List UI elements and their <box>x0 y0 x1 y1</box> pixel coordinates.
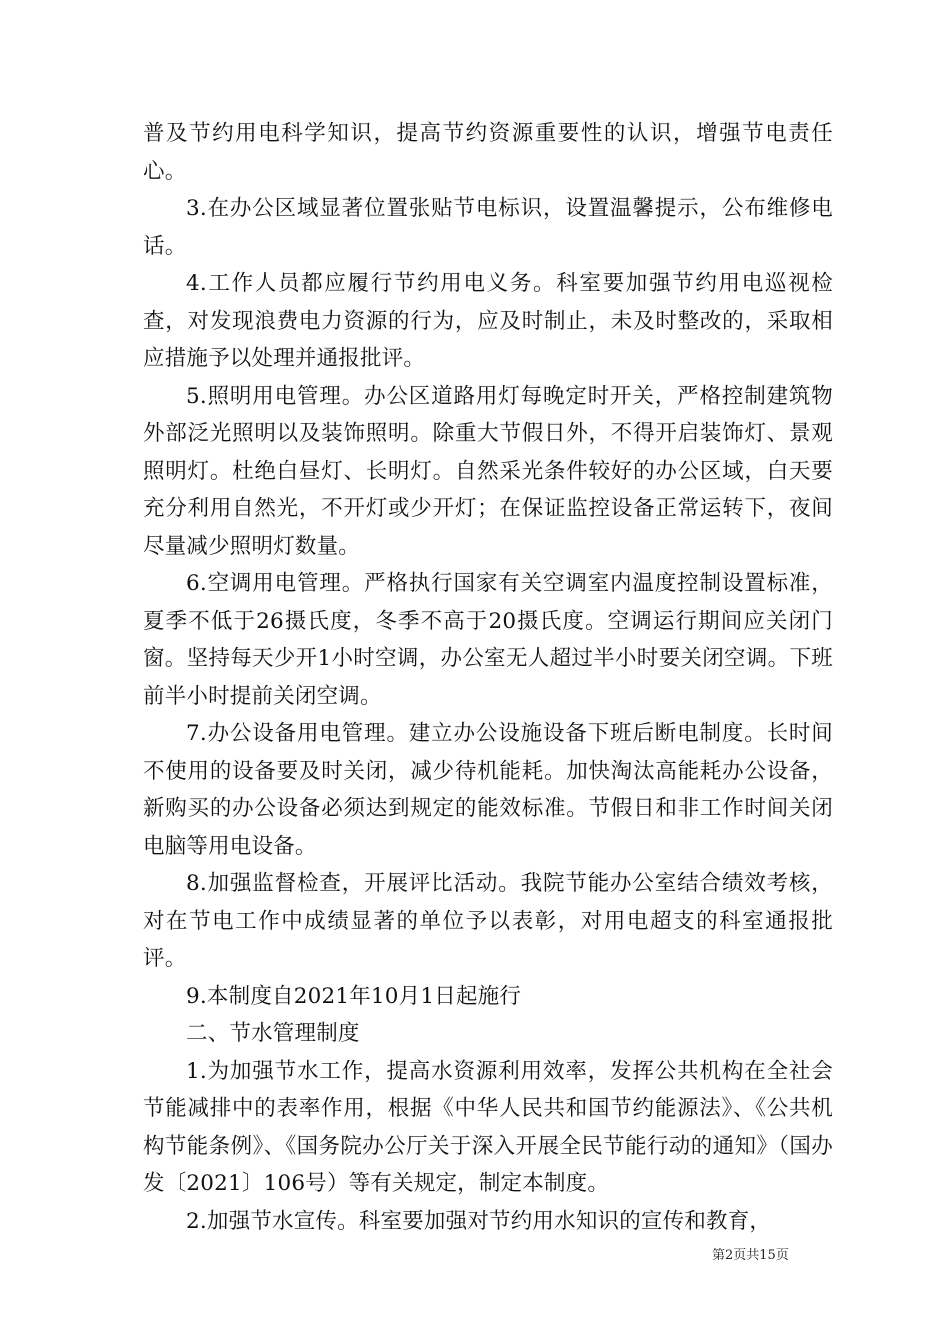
paragraph: 9.本制度自2021年10月1日起施行 <box>186 983 522 1009</box>
paragraph: 7.办公设备用电管理。建立办公设施设备下班后断电制度。长时间不使用的设备要及时关闭，减少待机能耗。加快淘汰高能耗办公设备，新购买的办公设备必须达到规定的能效标准。节假日和非工作时间关闭电脑等用电设备。 <box>143 721 833 859</box>
paragraph: 2.加强节水宣传。科室要加强对节约用水知识的宣传和教育， <box>186 1208 772 1234</box>
paragraph: 8.加强监督检查，开展评比活动。我院节能办公室结合绩效考核，对在节电工作中成绩显著的单位予以表彰，对用电超支的科室通报批评。 <box>143 871 833 971</box>
paragraph: 3.在办公区域显著位置张贴节电标识，设置温馨提示，公布维修电话。 <box>143 196 833 259</box>
page-number-footer: 第2页共15页 <box>712 1248 789 1263</box>
paragraph: 1.为加强节水工作，提高水资源利用效率，发挥公共机构在全社会节能减排中的表率作用，根据《中华人民共和国节约能源法》、《公共机构节能条例》、《国务院办公厅关于深入开展全民节能行动的通知》（国办发〔2021〕106号）等有关规定，制定本制度。 <box>143 1058 833 1196</box>
paragraph: 普及节约用电科学知识，提高节约资源重要性的认识，增强节电责任心。 <box>143 121 833 184</box>
document-body <box>143 115 833 1240</box>
paragraph: 5.照明用电管理。办公区道路用灯每晚定时开关，严格控制建筑物外部泛光照明以及装饰照明。除重大节假日外，不得开启装饰灯、景观照明灯。杜绝白昼灯、长明灯。自然采光条件较好的办公区域，白天要充分利用自然光，不开灯或少开灯；在保证监控设备正常运转下，夜间尽量减少照明灯数量。 <box>143 383 833 559</box>
paragraph: 4.工作人员都应履行节约用电义务。科室要加强节约用电巡视检查，对发现浪费电力资源的行为，应及时制止，未及时整改的，采取相应措施予以处理并通报批评。 <box>143 271 833 371</box>
paragraph: 6.空调用电管理。严格执行国家有关空调室内温度控制设置标准，夏季不低于26摄氏度，冬季不高于20摄氏度。空调运行期间应关闭门窗。坚持每天少开1小时空调，办公室无人超过半小时要关闭空调。下班前半小时提前关闭空调。 <box>143 571 833 709</box>
section-heading: 二、节水管理制度 <box>186 1021 360 1046</box>
